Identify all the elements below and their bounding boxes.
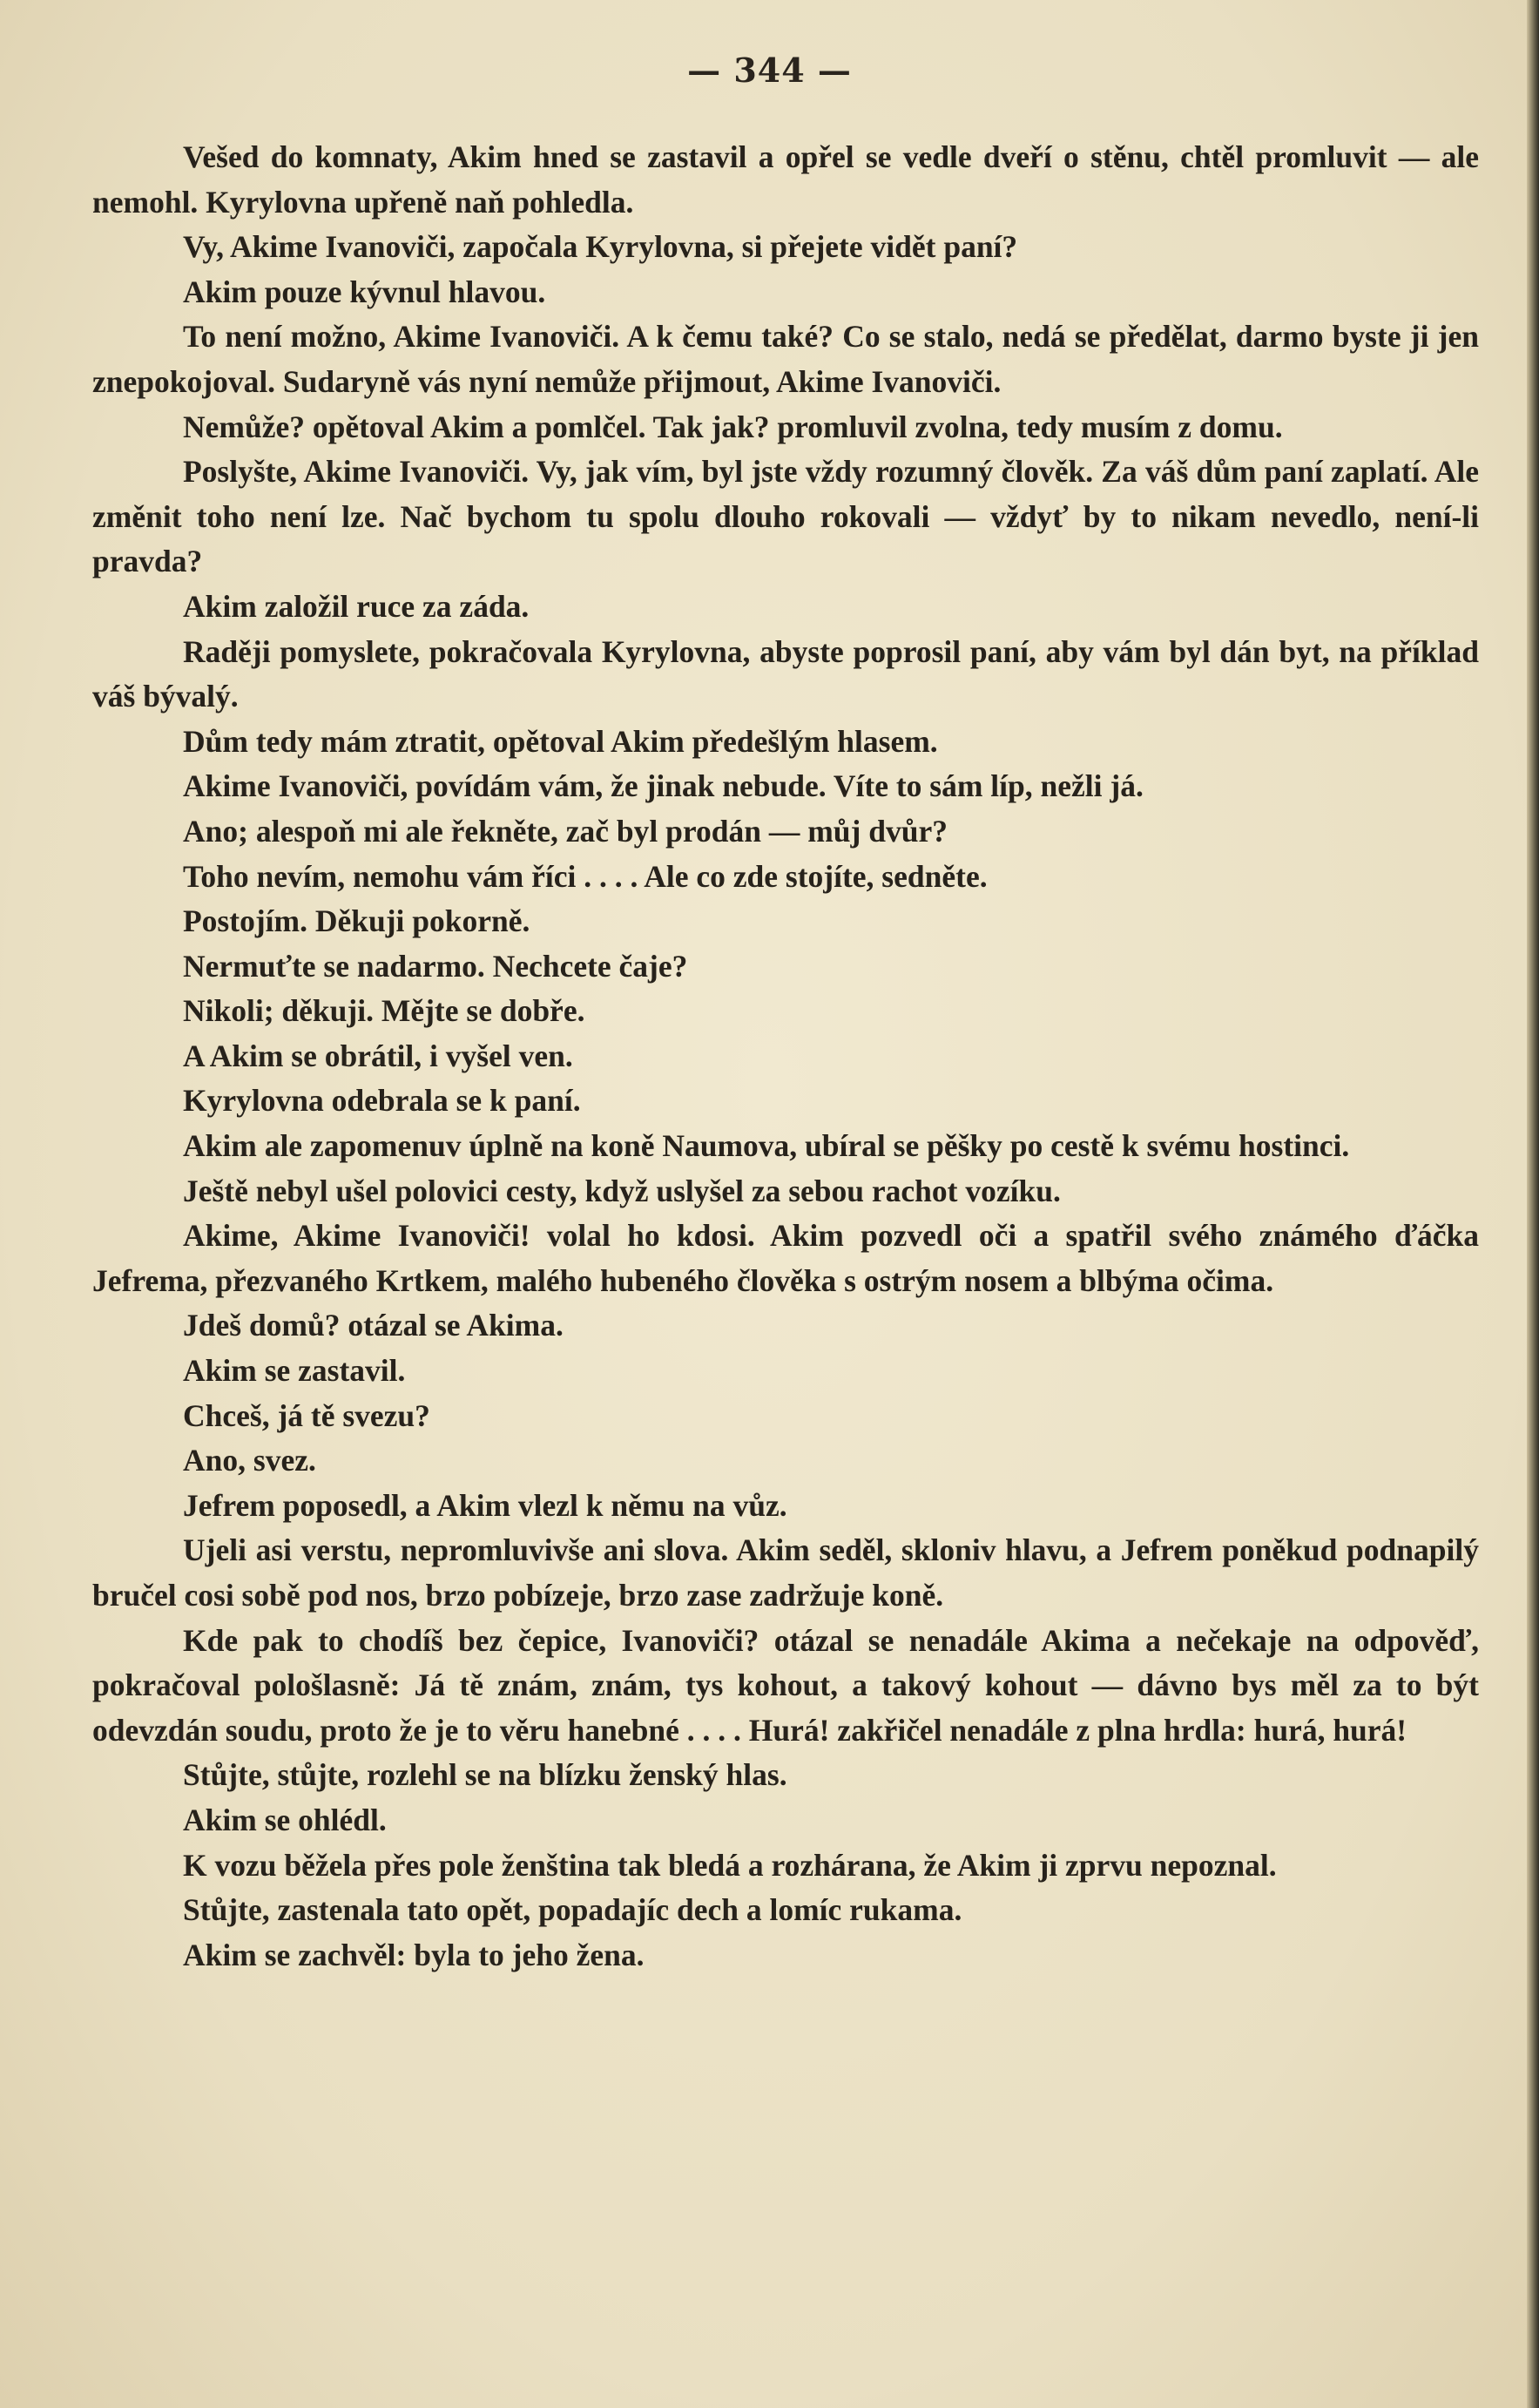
paragraph: Ano, svez. — [183, 1443, 316, 1478]
paragraph: Stůjte, zastenala tato opět, popadajíc dech a lomíc rukama. — [183, 1892, 962, 1928]
paragraph: Chceš, já tě svezu? — [183, 1397, 430, 1433]
paragraph: Raději pomyslete, pokračovala Kyrylovna, abyste poprosil paní, aby vám byl dán byt, na příklad váš bývalý. — [92, 633, 1479, 714]
body-text — [92, 135, 1479, 1978]
paragraph: Nikoli; děkuji. Mějte se dobře. — [183, 993, 585, 1029]
paragraph: Ještě nebyl ušel polovici cesty, když uslyšel za sebou rachot vozíku. — [183, 1173, 1061, 1208]
paragraph: Dům tedy mám ztratit, opětoval Akim předešlým hlasem. — [183, 723, 938, 759]
paragraph: Akime Ivanoviči, povídám vám, že jinak nebude. Víte to sám líp, nežli já. — [183, 768, 1144, 804]
paragraph: Akim se ohlédl. — [183, 1802, 387, 1837]
paragraph: Nermuťte se nadarmo. Nechcete čaje? — [183, 948, 688, 984]
paragraph: Akim se zachvěl: byla to jeho žena. — [183, 1937, 645, 1972]
paragraph: Ujeli asi verstu, nepromluvivše ani slova. Akim seděl, skloniv hlavu, a Jefrem poněkud podnapilý bručel cosi sobě pod nos, brzo pobízeje, brzo zase zadržuje koně. — [92, 1532, 1479, 1613]
paragraph: Akim se zastavil. — [183, 1353, 406, 1389]
page-number: — 344 — — [687, 51, 852, 90]
paragraph: Akim založil ruce za záda. — [183, 588, 530, 624]
paragraph: Akime, Akime Ivanoviči! volal ho kdosi. Akim pozvedl oči a spatřil svého známého ďáčka Jefrema, přezvaného Krtkem, malého hubeného člověka s ostrým nosem a blbýma očima. — [92, 1218, 1479, 1298]
paragraph: Akim pouze kývnul hlavou. — [183, 274, 546, 309]
paragraph: A Akim se obrátil, i vyšel ven. — [183, 1038, 573, 1073]
paragraph: Jefrem poposedl, a Akim vlezl k němu na vůz. — [183, 1487, 787, 1523]
paragraph: K vozu běžela přes pole ženština tak bledá a rozhárana, že Akim ji zprvu nepoznal. — [183, 1847, 1277, 1883]
paragraph: Toho nevím, nemohu vám říci . . . . Ale co zde stojíte, sedněte. — [183, 858, 988, 894]
paragraph: Vešed do komnaty, Akim hned se zastavil a opřel se vedle dveří o stěnu, chtěl promluvit — ale nemohl. Kyrylovna upřeně naň pohledla. — [92, 139, 1479, 220]
paragraph: To není možno, Akime Ivanoviči. A k čemu také? Co se stalo, nedá se předělat, darmo byste ji jen znepokojoval. Sudaryně vás nyní nemůže přijmout, Akime Ivanoviči. — [92, 319, 1479, 399]
paragraph: Akim ale zapomenuv úplně na koně Naumova, ubíral se pěšky po cestě k svému hostinci. — [183, 1128, 1350, 1164]
paragraph: Nemůže? opětoval Akim a pomlčel. Tak jak? promluvil zvolna, tedy musím z domu. — [183, 409, 1283, 444]
paragraph: Stůjte, stůjte, rozlehl se na blízku ženský hlas. — [183, 1757, 787, 1793]
paragraph: Vy, Akime Ivanoviči, započala Kyrylovna, si přejete vidět paní? — [183, 229, 1018, 265]
paragraph: Postojím. Děkuji pokorně. — [183, 903, 530, 939]
paragraph: Kde pak to chodíš bez čepice, Ivanoviči? otázal se nenadále Akima a nečekaje na odpověď, pokračoval pološlasně: Já tě znám, znám, tys kohout, a takový kohout — dávno bys měl za to být odevzdán soudu, proto že je to věru hanebné . . . . Hurá! zakřičel nenadále z plna hrdla: hurá, hurá! — [92, 1622, 1479, 1748]
paragraph: Jdeš domů? otázal se Akima. — [183, 1308, 564, 1343]
page-edge-shadow — [1527, 0, 1539, 2408]
paragraph: Ano; alespoň mi ale řekněte, zač byl prodán — můj dvůr? — [183, 813, 948, 849]
paragraph: Poslyšte, Akime Ivanoviči. Vy, jak vím, byl jste vždy rozumný člověk. Za váš dům paní zaplatí. Ale změnit toho není lze. Nač bychom tu spolu dlouho rokovali — vždyť by to nikam nevedlo, není-li pravda? — [92, 454, 1479, 579]
paragraph: Kyrylovna odebrala se k paní. — [183, 1083, 581, 1119]
